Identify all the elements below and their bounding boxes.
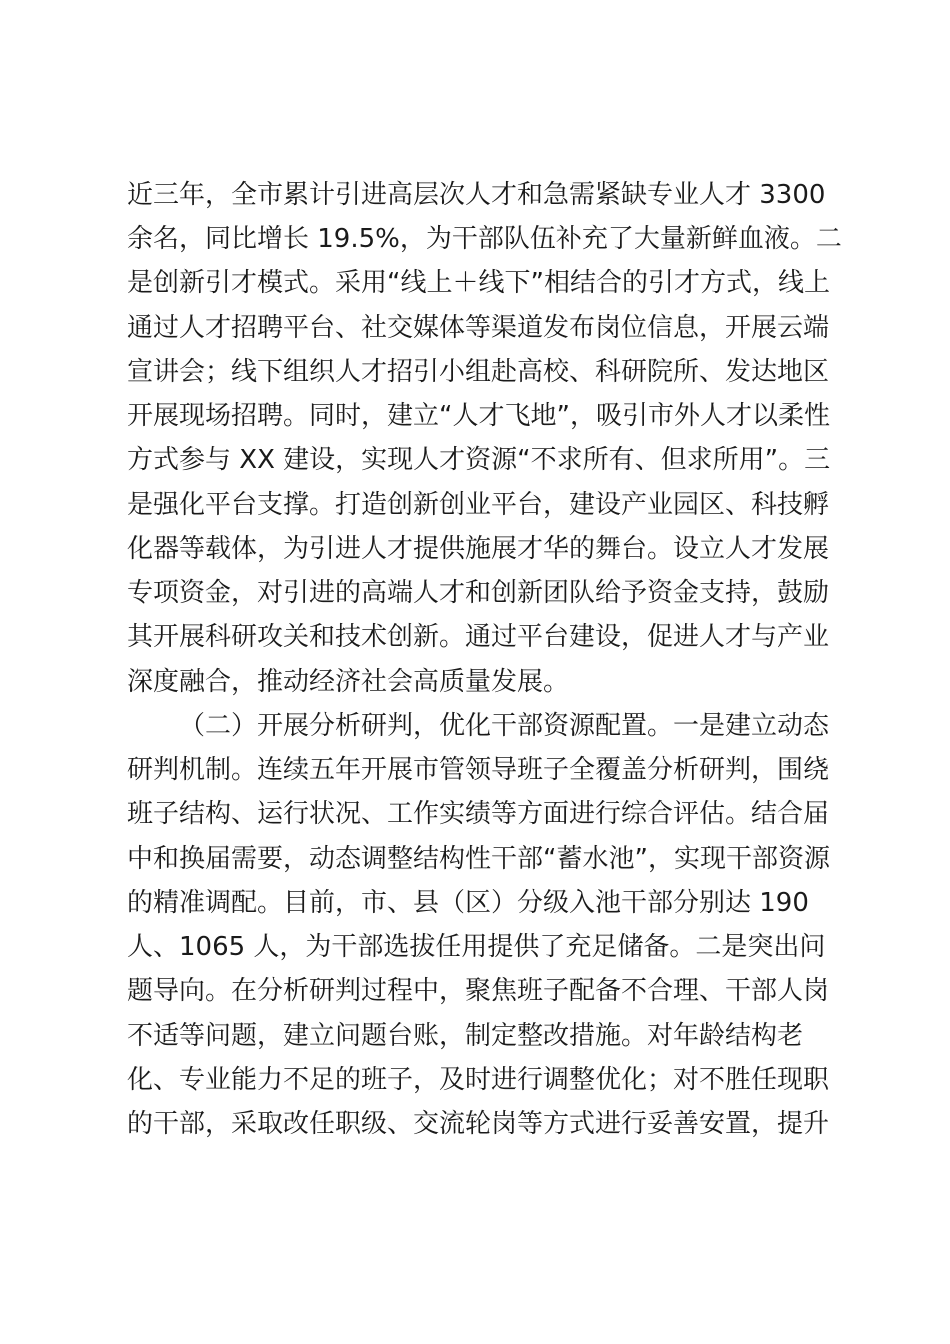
text-line: 化、专业能力不足的班子，及时进行调整优化；对不胜任现职 (127, 1065, 830, 1095)
text-line: 班子结构、运行状况、工作实绩等方面进行综合评估。结合届 (127, 799, 830, 829)
text-line: 其开展科研攻关和技术创新。通过平台建设，促进人才与产业 (127, 622, 830, 652)
text-line: 不适等问题，建立问题台账，制定整改措施。对年龄结构老 (127, 1021, 804, 1051)
text-line: 深度融合，推动经济社会高质量发展。 (127, 667, 570, 697)
text-line: 中和换届需要，动态调整结构性干部“蓄水池”，实现干部资源 (127, 844, 830, 874)
text-line: 是强化平台支撑。打造创新创业平台，建设产业园区、科技孵 (127, 490, 830, 520)
text-line: 的干部，采取改任职级、交流轮岗等方式进行妥善安置，提升 (127, 1109, 830, 1139)
text-line: 开展现场招聘。同时，建立“人才飞地”，吸引市外人才以柔性 (127, 401, 830, 431)
section-heading-line: （二）开展分析研判，优化干部资源配置。一是建立动态 (179, 711, 830, 741)
text-line: 专项资金，对引进的高端人才和创新团队给予资金支持，鼓励 (127, 578, 830, 608)
text-line: 研判机制。连续五年开展市管领导班子全覆盖分析研判，围绕 (127, 755, 830, 785)
text-line: 方式参与 XX 建设，实现人才资源“不求所有、但求所用”。三 (127, 445, 831, 475)
text-line: 近三年，全市累计引进高层次人才和急需紧缺专业人才 3300 (127, 180, 826, 210)
text-line: 题导向。在分析研判过程中，聚焦班子配备不合理、干部人岗 (127, 976, 830, 1006)
text-line: 宣讲会；线下组织人才招引小组赴高校、科研院所、发达地区 (127, 357, 830, 387)
text-line: 余名，同比增长 19.5%，为干部队伍补充了大量新鲜血液。二 (127, 224, 842, 254)
text-line: 是创新引才模式。采用“线上＋线下”相结合的引才方式，线上 (127, 268, 830, 298)
text-line: 的精准调配。目前，市、县（区）分级入池干部分别达 190 (127, 888, 809, 918)
text-line: 通过人才招聘平台、社交媒体等渠道发布岗位信息，开展云端 (127, 313, 830, 343)
text-line: 化器等载体，为引进人才提供施展才华的舞台。设立人才发展 (127, 534, 830, 564)
text-line: 人、1065 人，为干部选拔任用提供了充足储备。二是突出问 (127, 932, 826, 962)
